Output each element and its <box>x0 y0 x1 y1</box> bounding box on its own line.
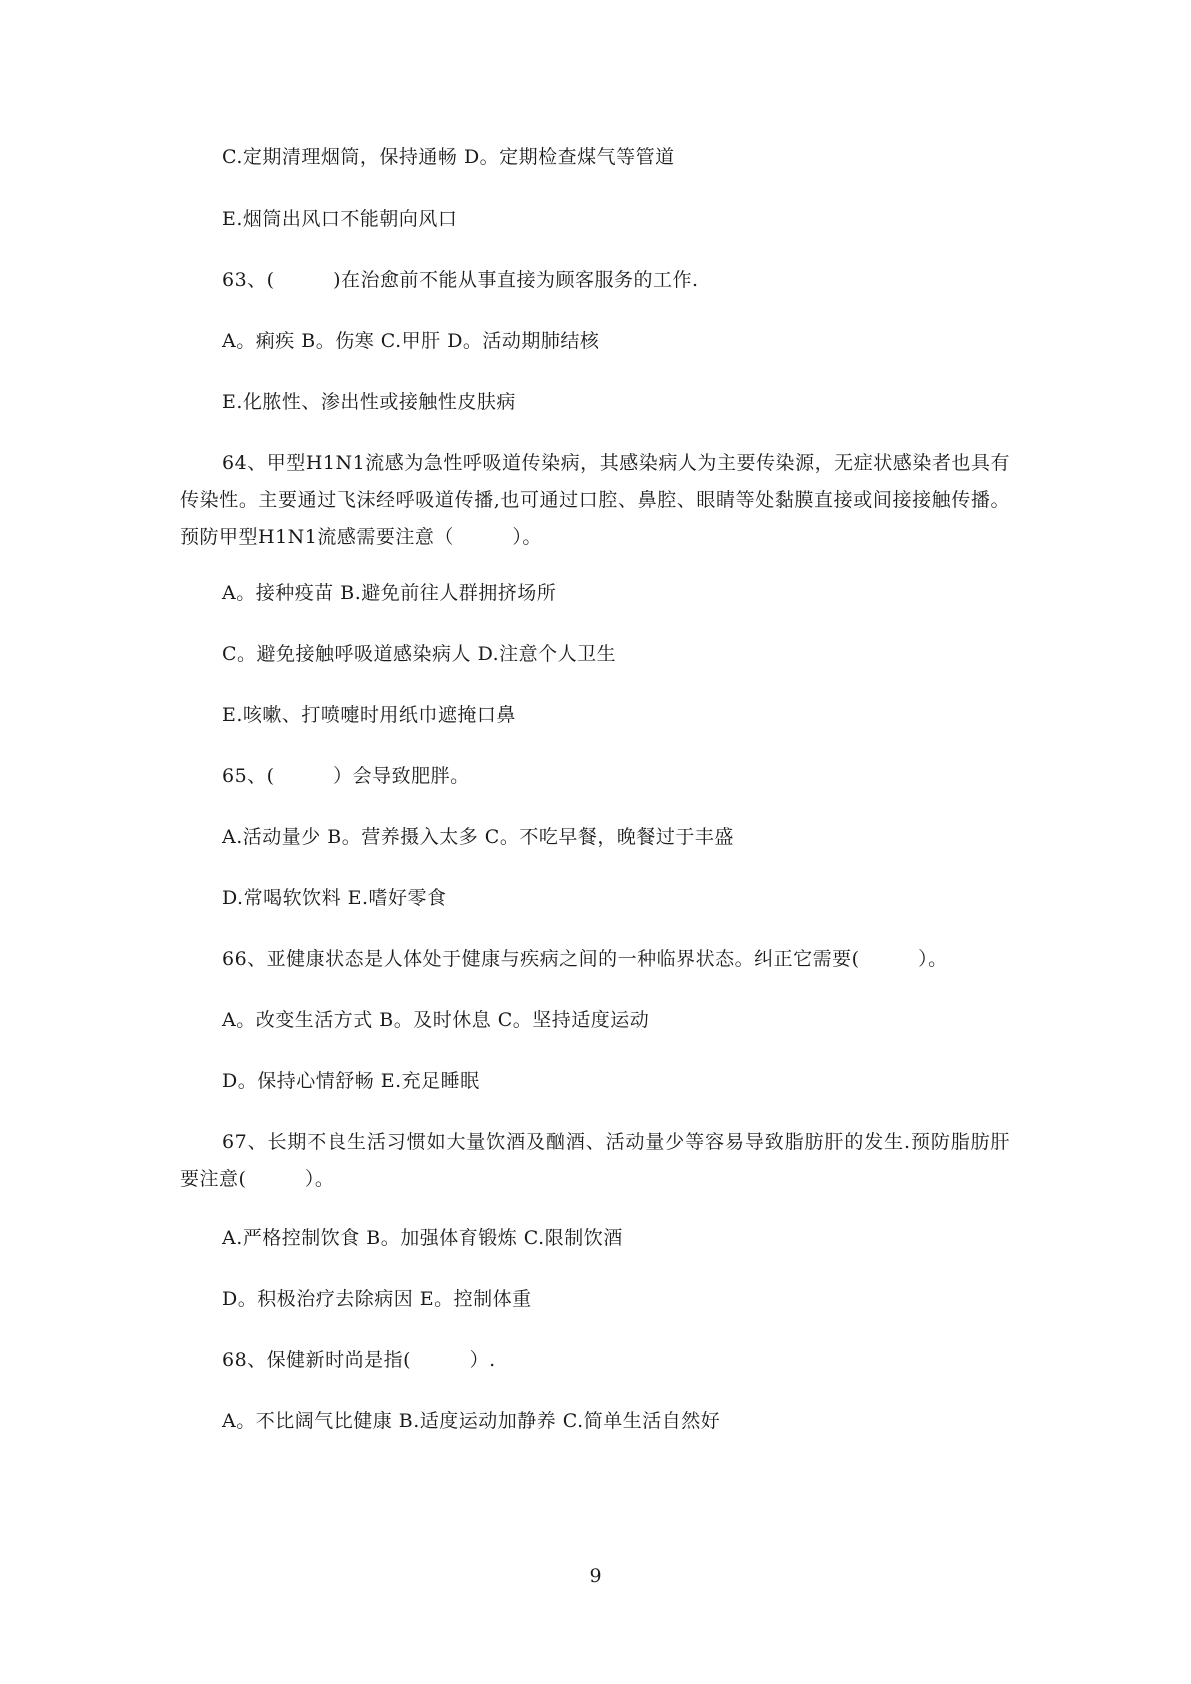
page-number: 9 <box>589 1565 602 1587</box>
option-line-65-abc: A.活动量少 B。营养摄入太多 C。不吃早餐，晚餐过于丰盛 <box>222 826 734 848</box>
option-line-63-e: E.化脓性、渗出性或接触性皮肤病 <box>222 391 516 413</box>
question-68: 68、保健新时尚是指( ）. <box>222 1349 496 1371</box>
option-line-64-cd: C。避免接触呼吸道感染病人 D.注意个人卫生 <box>222 643 617 665</box>
option-line-67-abc: A.严格控制饮食 B。加强体育锻炼 C.限制饮酒 <box>222 1227 623 1249</box>
question-66: 66、亚健康状态是人体处于健康与疾病之间的一种临界状态。纠正它需要( ）。 <box>222 948 948 970</box>
option-line-66-abc: A。改变生活方式 B。及时休息 C。坚持适度运动 <box>222 1009 650 1031</box>
question-63: 63、( )在治愈前不能从事直接为顾客服务的工作. <box>222 269 699 291</box>
option-line-62-e: E.烟筒出风口不能朝向风口 <box>222 208 458 230</box>
question-64: 64、甲型H1N1流感为急性呼吸道传染病，其感染病人为主要传染源，无症状感染者也具有传染性。主要通过飞沫经呼吸道传播,也可通过口腔、鼻腔、眼睛等处黏膜直接或间接接触传播。预防甲型H1N1流感需要注意（ ）。 <box>180 452 1010 548</box>
option-line-65-de: D.常喝软饮料 E.嗜好零食 <box>222 887 447 909</box>
option-line-67-de: D。积极治疗去除病因 E。控制体重 <box>222 1288 532 1310</box>
question-67: 67、长期不良生活习惯如大量饮酒及酗酒、活动量少等容易导致脂肪肝的发生.预防脂肪肝要注意( ）。 <box>180 1131 1010 1190</box>
option-line-68-abc: A。不比阔气比健康 B.适度运动加静养 C.简单生活自然好 <box>222 1410 721 1432</box>
option-line-64-ab: A。接种疫苗 B.避免前往人群拥挤场所 <box>222 582 557 604</box>
question-65: 65、( ）会导致肥胖。 <box>222 765 470 787</box>
option-line-66-de: D。保持心情舒畅 E.充足睡眠 <box>222 1070 480 1092</box>
option-line-63-abcd: A。痢疾 B。伤寒 C.甲肝 D。活动期肺结核 <box>222 330 600 352</box>
option-line-64-e: E.咳嗽、打喷嚏时用纸巾遮掩口鼻 <box>222 704 516 726</box>
option-line-62-cd: C.定期清理烟筒，保持通畅 D。定期检查煤气等管道 <box>222 146 675 168</box>
